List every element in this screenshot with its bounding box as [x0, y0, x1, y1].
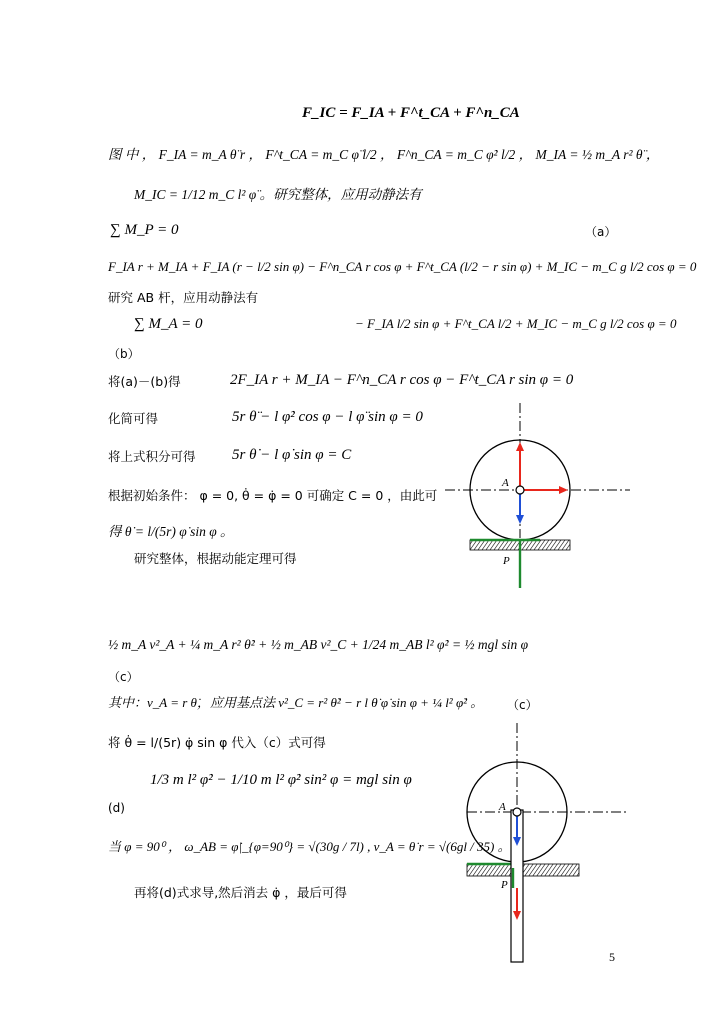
tag-b: （b） — [108, 347, 140, 361]
eq-simp: 5r θ̈ − l φ̇² cos φ − l φ̈ sin φ = 0 — [232, 409, 423, 425]
theta-result: 得 θ̇ = l/(5r) φ̇ sin φ 。 — [108, 524, 234, 539]
tag-d: (d) — [108, 801, 125, 815]
a-minus-b: 将(a)－(b)得 — [108, 374, 181, 389]
eq-b: − F_IA l/2 sin φ + F^t_CA l/2 + M_IC − m_C g l/2 cos φ = 0 — [355, 316, 677, 331]
eq-fic: F_IC = F_IA + F^t_CA + F^n_CA — [302, 105, 520, 121]
label-a: A — [502, 477, 509, 489]
label-p: P — [503, 555, 510, 567]
figure-2-wheel-rod — [455, 718, 645, 968]
integrate: 将上式积分可得 — [108, 449, 196, 464]
sum-ma: ∑ M_A = 0 — [134, 316, 203, 332]
tag-c1: （c） — [108, 670, 139, 684]
ground-right — [523, 864, 579, 876]
label-p: P — [501, 879, 508, 891]
tag-a: （a） — [585, 225, 617, 239]
eq-a: F_IA r + M_IA + F_IA (r − l/2 sin φ) − F^n_CA r cos φ + F^t_CA (l/2 − r sin φ) + M_IC − m_C g l/2 cos φ = 0 — [108, 259, 697, 274]
eq-int: 5r θ̇ − l φ̇ sin φ = C — [232, 447, 352, 463]
simplify: 化简可得 — [108, 411, 159, 426]
study-ab: 研究 AB 杆，应用动静法有 — [108, 290, 259, 305]
energy-line: 研究整体，根据动能定理可得 — [134, 551, 297, 566]
initial-conditions: 根据初始条件： φ = 0, θ̇ = φ̇ = 0 可确定 C = 0 ，由此可 — [108, 488, 438, 503]
ground-left — [467, 864, 511, 876]
blue-arrow-down-head — [516, 515, 524, 524]
joint-a — [516, 486, 524, 494]
eq-c: ½ m_A v²_A + ¼ m_A r² θ̇² + ½ m_AB v²_C + 1/24 m_AB l² φ̇² = ½ mgl sin φ — [108, 637, 529, 652]
page-number: 5 — [609, 950, 615, 964]
figure-1-wheel — [440, 398, 640, 593]
final-line: 再将(d)式求导,然后消去 φ̇ ，最后可得 — [134, 885, 347, 900]
when-90-line: 当 φ = 90⁰ ， ω_AB = φ̇|_{φ=90⁰} = √(30g / 7l) , v_A = θ̇ r = √(6gl / 35) 。 — [108, 839, 511, 854]
red-arrow-up-head — [516, 442, 524, 451]
substitute-line: 将 θ̇ = l/(5r) φ̇ sin φ 代入（c）式可得 — [108, 735, 326, 750]
where-line: 图 中 ， F_IA = m_A θ̈ r ， F^t_CA = m_C φ̈ l/2 ， F^n_CA = m_C φ̇² l/2 ， M_IA = ½ m_A r² θ̈ ， — [108, 147, 660, 162]
mic-line: M_IC = 1/12 m_C l² φ̈ 。研究整体，应用动静法有 — [134, 187, 422, 202]
label-a: A — [499, 801, 506, 813]
eq-amb: 2F_IA r + M_IA − F^n_CA r cos φ − F^t_CA r sin φ = 0 — [230, 372, 574, 388]
joint-a — [513, 808, 521, 816]
tag-c2: （c） — [507, 698, 538, 712]
where2-line: 其中：v_A = r θ̇，应用基点法 v²_C = r² θ̇² − r l θ̇ φ̇ sin φ + ¼ l² φ̇² 。 — [108, 695, 484, 710]
eq-d: 1/3 m l² φ̇² − 1/10 m l² φ̇² sin² φ = mgl sin φ — [150, 772, 412, 788]
red-arrow-right-head — [559, 486, 568, 494]
sum-mp: ∑ M_P = 0 — [110, 222, 179, 238]
